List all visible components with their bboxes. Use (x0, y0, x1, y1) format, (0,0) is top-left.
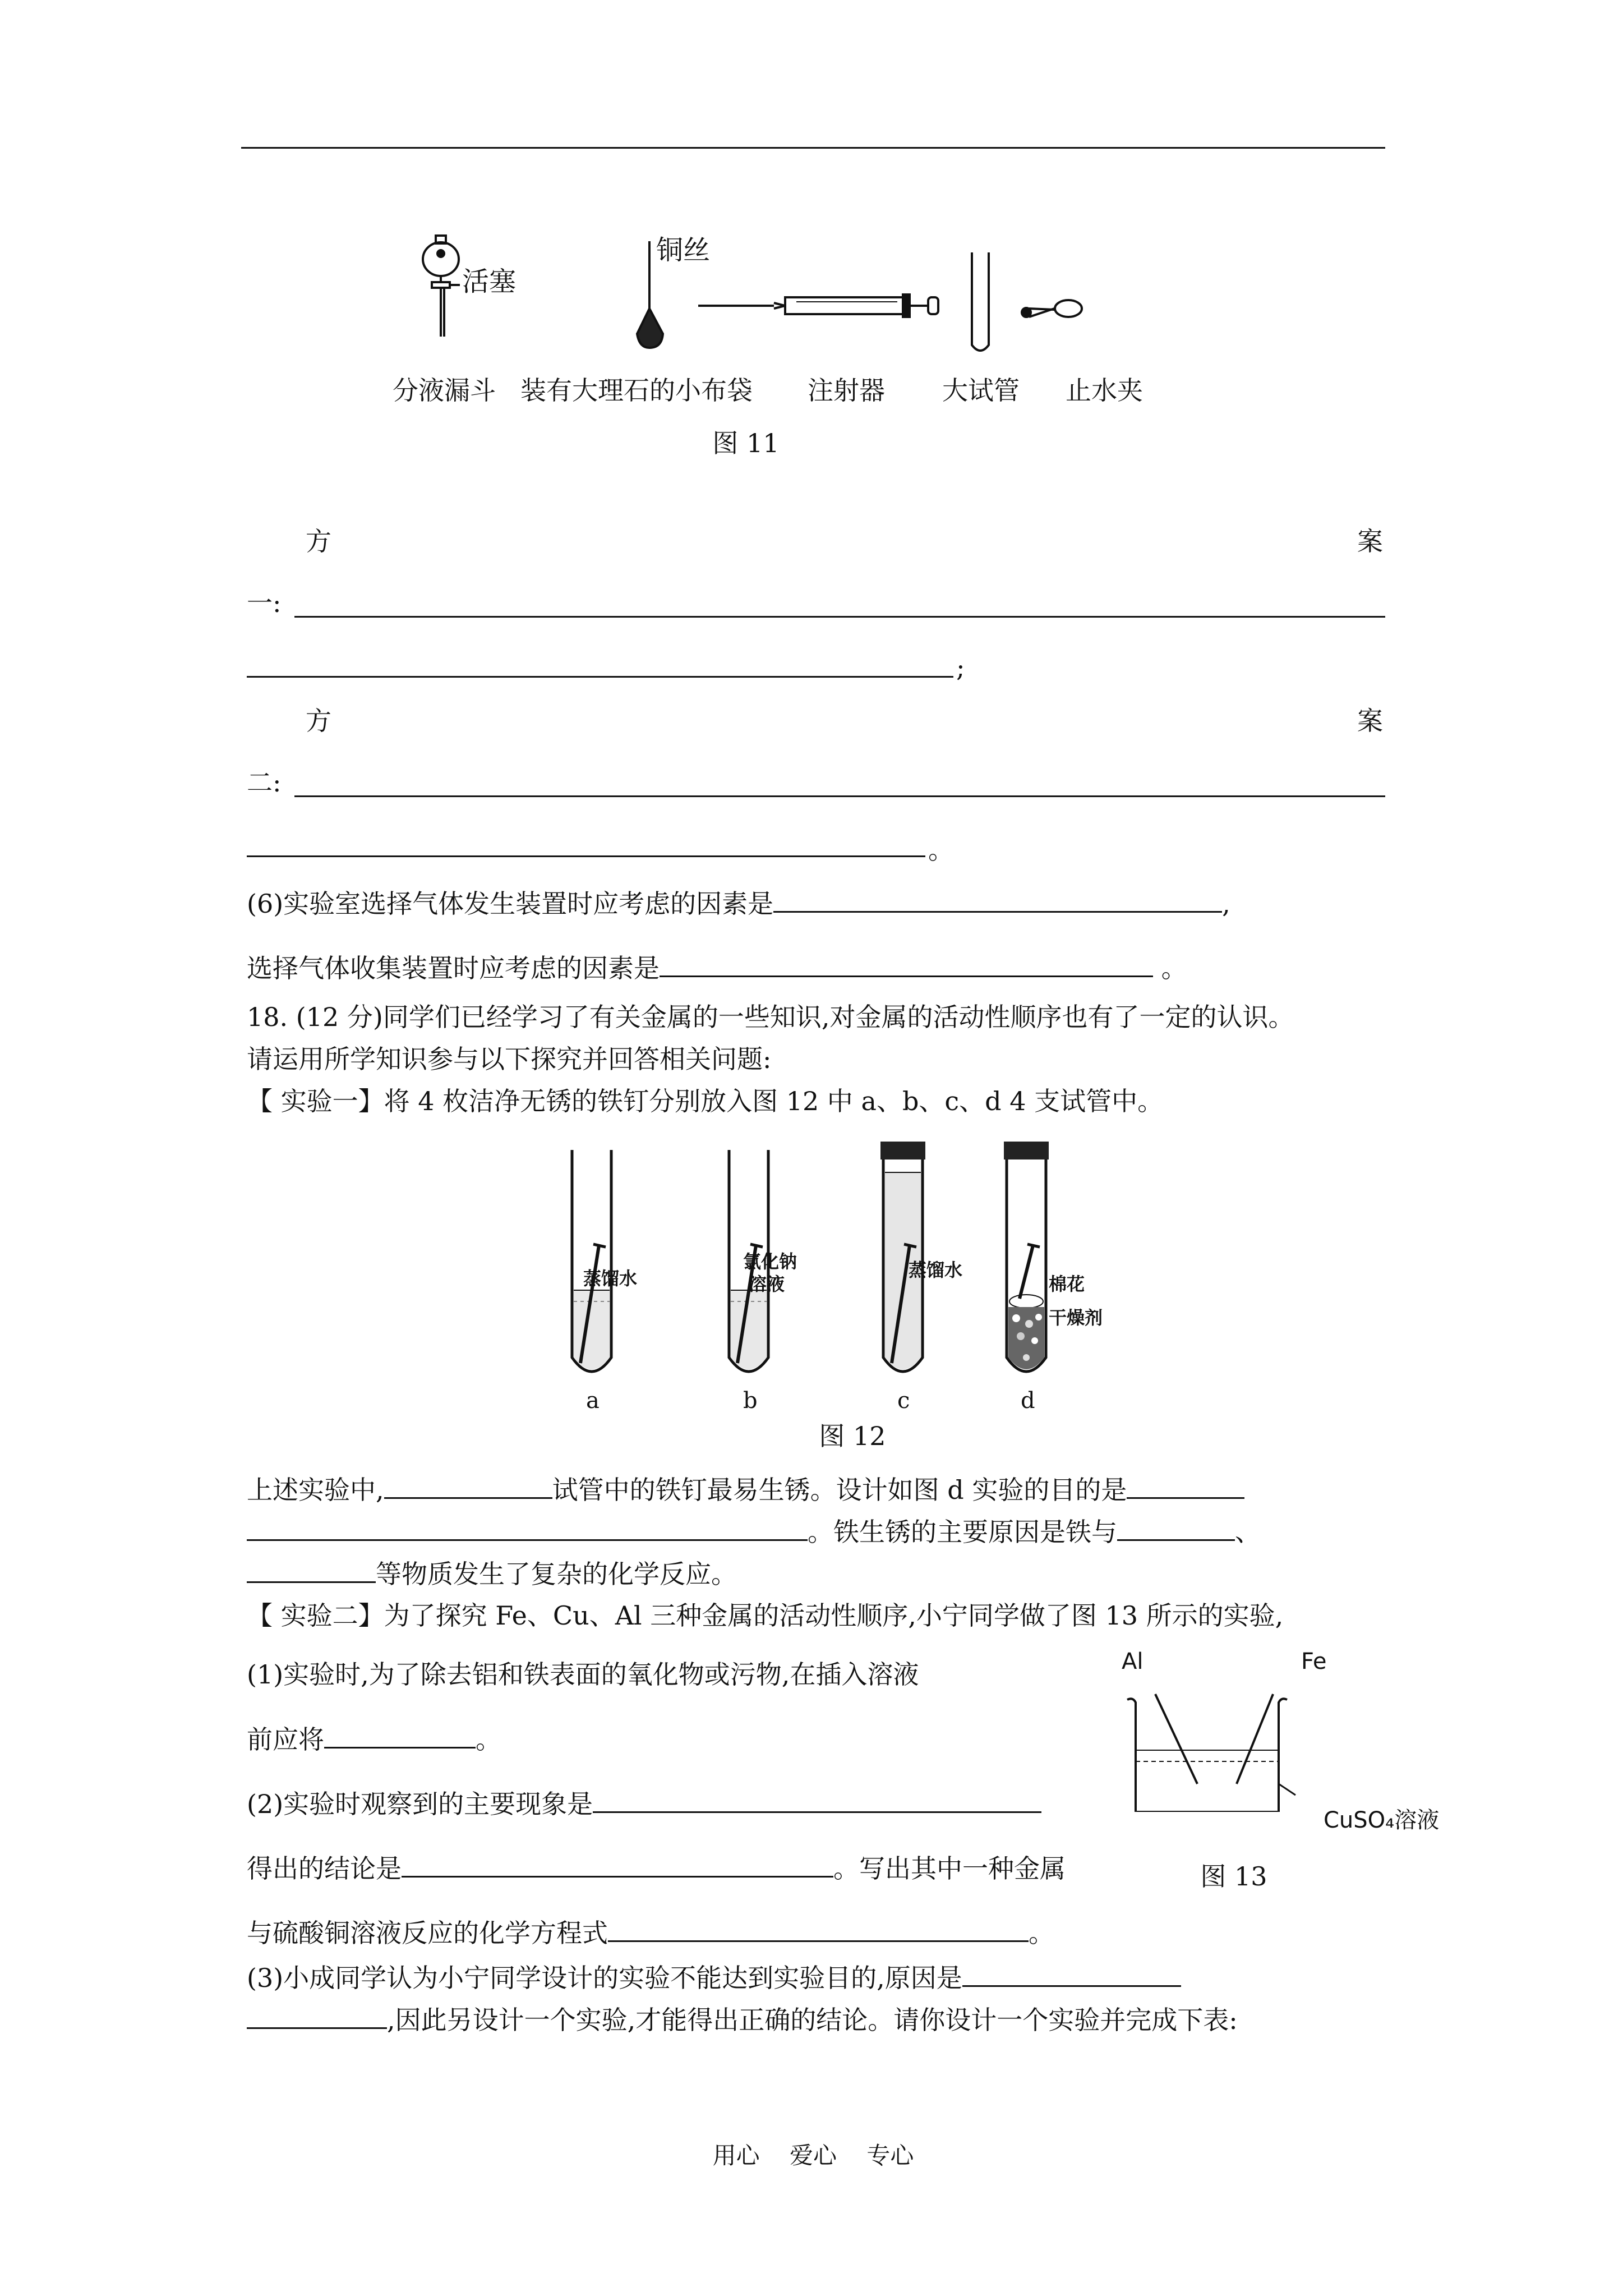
pinch-clamp-icon (1022, 300, 1082, 317)
exp2-intro: 【 实验二】为了探究 Fe、Cu、Al 三种金属的活动性顺序,小宁同学做了图 13 所示的实验, (247, 1600, 1284, 1631)
plan2-an: 案 (1357, 706, 1383, 736)
figure-12-caption: 图 12 (819, 1421, 886, 1451)
q6-line2 (247, 951, 1187, 985)
exp2-q2b (247, 1851, 1066, 1885)
figure-13-caption: 图 13 (1200, 1861, 1267, 1892)
exp2-q2c (247, 1916, 1054, 1950)
fig13-al-label: Al (1122, 1649, 1144, 1674)
q18-line1: 18. (12 分)同学们已经学习了有关金属的一些知识,对金属的活动性顺序也有了一定的认识。 (247, 1002, 1294, 1032)
separatory-funnel-icon (423, 236, 460, 337)
plan2-prefix: 二: (247, 767, 282, 798)
exp1-blank-purpose[interactable] (1127, 1473, 1244, 1499)
clamp-label: 止水夹 (1066, 375, 1143, 406)
exp1-blank-cause2[interactable] (247, 1557, 376, 1583)
syringe-label: 注射器 (808, 375, 885, 406)
q6-line1 (247, 886, 1230, 921)
plan1-answer-line-1[interactable] (294, 616, 1385, 618)
exp2-q2a (247, 1787, 1041, 1821)
tube-b (729, 1150, 797, 1414)
tube-b-letter: b (743, 1388, 758, 1414)
exp1-text-e: 等物质发生了复杂的化学反应。 (376, 1559, 737, 1589)
exp2-q1-blank[interactable] (324, 1722, 476, 1749)
q18-line2: 请运用所学知识参与以下探究并回答相关问题: (247, 1044, 772, 1074)
figure-11 (393, 219, 1178, 421)
plan1-prefix: 一: (247, 588, 282, 618)
tube-a (572, 1150, 637, 1414)
stopcock-label: 活塞 (462, 266, 517, 297)
tube-a-letter: a (586, 1388, 600, 1414)
exp2-q1b-text: 前应将 (247, 1724, 324, 1755)
figure-12 (555, 1139, 1273, 1419)
exp2-q2-blank-phenomenon[interactable] (593, 1787, 1041, 1813)
plan1-end: ; (956, 652, 965, 683)
exp2-q3-blank-reason[interactable] (962, 1961, 1181, 1987)
figure-11-caption: 图 11 (712, 428, 780, 458)
funnel-label: 分液漏斗 (393, 375, 496, 406)
large-test-tube-icon (972, 252, 989, 351)
syringe-icon (698, 295, 938, 317)
plan1-answer-line-2[interactable] (247, 676, 953, 678)
exp1-line2 (247, 1515, 1261, 1549)
q6-blank1[interactable] (773, 886, 1222, 913)
exp1-text-c: 。铁生锈的主要原因是铁与 (808, 1517, 1117, 1547)
exp1-blank-tube[interactable] (384, 1473, 552, 1499)
plan2-end: 。 (928, 835, 954, 865)
exp2-q1a: (1)实验时,为了除去铝和铁表面的氧化物或污物,在插入溶液 (247, 1659, 919, 1690)
exp2-q1b (247, 1722, 501, 1756)
exp2-q2-blank-conclusion[interactable] (402, 1851, 833, 1878)
exp2-q3b (247, 2003, 1238, 2037)
bag-label: 装有大理石的小布袋 (520, 375, 753, 406)
q6-part1-end: , (1222, 889, 1230, 919)
exp1-text-b: 试管中的铁钉最易生锈。设计如图 d 实验的目的是 (552, 1475, 1127, 1505)
exp2-q1b-end: 。 (476, 1724, 501, 1755)
header-rule (241, 147, 1385, 149)
plan1-an: 案 (1357, 526, 1383, 556)
exp2-q3b-text: ,因此另设计一个实验,才能得出正确的结论。请你设计一个实验并完成下表: (387, 2005, 1238, 2035)
plan2-answer-line-2[interactable] (247, 855, 925, 857)
page-footer: 用心 爱心 专心 (712, 2142, 914, 2169)
tube-d-letter: d (1021, 1388, 1035, 1414)
tube-d-label2: 干燥剂 (1049, 1307, 1103, 1328)
tube-c-letter: c (897, 1388, 910, 1414)
q6-blank2[interactable] (660, 951, 1153, 977)
exp2-q3-blank-reason-cont[interactable] (247, 2003, 387, 2029)
exp1-blank-purpose-cont[interactable] (247, 1515, 808, 1541)
tube-d (1004, 1142, 1103, 1414)
plan2-fang: 方 (306, 706, 331, 736)
exp2-q2c-end: 。 (1029, 1918, 1054, 1948)
exp2-q2b-end: 。写出其中一种金属 (833, 1853, 1066, 1884)
fig13-solution-label: CuSO₄溶液 (1324, 1807, 1440, 1833)
exp2-q2b-text: 得出的结论是 (247, 1853, 402, 1884)
q6-part2-end: 。 (1153, 953, 1187, 983)
exp2-q2c-text: 与硫酸铜溶液反应的化学方程式 (247, 1918, 608, 1948)
exp1-blank-cause1[interactable] (1117, 1515, 1235, 1541)
tube-b-label1: 氯化钠 (743, 1251, 797, 1272)
exp1-line3 (247, 1557, 737, 1591)
exp2-q2a-text: (2)实验时观察到的主要现象是 (247, 1789, 593, 1819)
plan2-answer-line-1[interactable] (294, 795, 1385, 797)
exp1-text-a: 上述实验中, (247, 1475, 384, 1505)
exp1-text-d: 、 (1235, 1517, 1261, 1547)
exp2-q2-blank-equation[interactable] (608, 1916, 1029, 1942)
exp2-q3a (247, 1961, 1181, 1995)
fig13-fe-label: Fe (1301, 1649, 1327, 1674)
tube-c (880, 1142, 962, 1414)
q6-part2: 选择气体收集装置时应考虑的因素是 (247, 953, 660, 983)
plan1-fang: 方 (306, 526, 331, 556)
tube-a-label: 蒸馏水 (583, 1268, 638, 1289)
tube-label: 大试管 (942, 375, 1020, 406)
copper-wire-label: 铜丝 (656, 234, 711, 266)
figure-13 (1116, 1644, 1453, 1812)
q6-part1: (6)实验室选择气体发生装置时应考虑的因素是 (247, 889, 774, 919)
exp2-q3a-text: (3)小成同学认为小宁同学设计的实验不能达到实验目的,原因是 (247, 1963, 962, 1993)
tube-c-label: 蒸馏水 (909, 1259, 963, 1281)
tube-d-label1: 棉花 (1049, 1273, 1085, 1295)
tube-b-label2: 溶液 (749, 1273, 785, 1295)
exp1-line1 (247, 1473, 1244, 1507)
q18-exp1: 【 实验一】将 4 枚洁净无锈的铁钉分别放入图 12 中 a、b、c、d 4 支试管中。 (247, 1086, 1164, 1116)
beaker-icon (1127, 1694, 1295, 1812)
